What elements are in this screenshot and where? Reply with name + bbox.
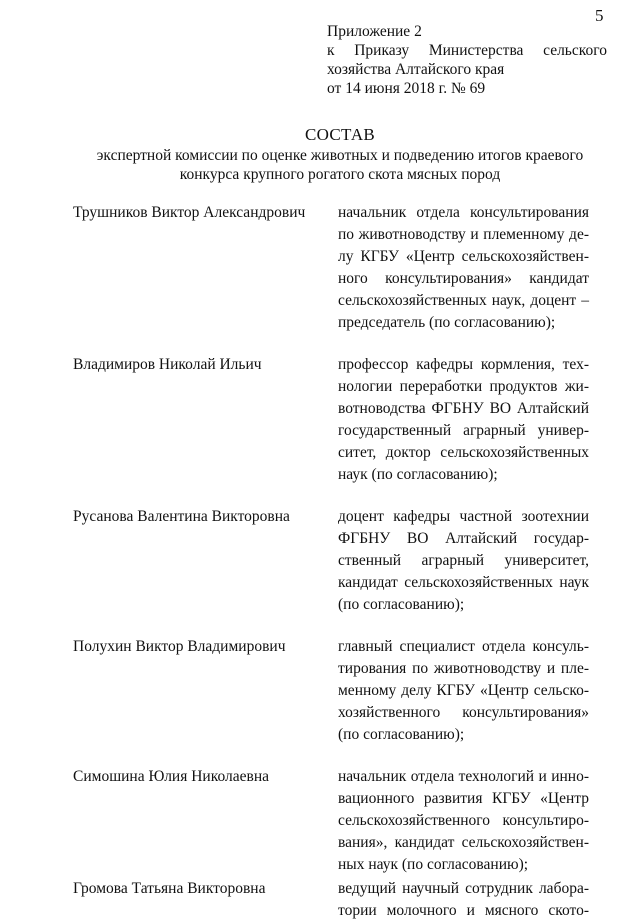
- member-role-line: профессор кафедры кормления, тех-: [338, 356, 589, 373]
- member-role-line: ситет, доктор сельскохозяйственных: [338, 444, 589, 461]
- member-role: [338, 354, 589, 486]
- member-role-line: начальник отдела технологий и инно-: [338, 768, 589, 785]
- member-row: [73, 636, 593, 746]
- members-list: [73, 202, 593, 922]
- document-subtitle-line-1: экспертной комиссии по оценке животных и подведению итогов краевого: [96, 147, 584, 164]
- member-role-line: председатель (по согласованию);: [338, 314, 556, 331]
- member-row: [73, 766, 593, 876]
- member-role-line: менному делу КГБУ «Центр сельско-: [338, 682, 589, 699]
- appendix-word: Министерства: [428, 42, 524, 59]
- member-role-line: по животноводству и племенному де-: [338, 226, 589, 243]
- member-role-line: хозяйственного консультирования»: [338, 704, 589, 721]
- member-name: Трушников Виктор Александрович: [73, 204, 306, 221]
- member-name: Полухин Виктор Владимирович: [73, 638, 286, 655]
- member-role-line: главный специалист отдела консуль-: [338, 638, 589, 655]
- member-role-line: ного консультирования» кандидат: [338, 270, 589, 287]
- member-role-line: кандидат сельскохозяйственных наук: [338, 574, 589, 591]
- member-role: [338, 202, 589, 334]
- member-row: [73, 878, 593, 922]
- member-role-line: вания», кандидат сельскохозяйствен-: [338, 834, 589, 851]
- member-row: [73, 354, 593, 486]
- member-row: [73, 202, 593, 334]
- member-role: [338, 766, 589, 876]
- member-name: Громова Татьяна Викторовна: [73, 880, 266, 897]
- member-role-line: тории молочного и мясного ското-: [338, 902, 589, 919]
- member-role-line: тирования по животноводству и пле-: [338, 660, 589, 677]
- member-role: [338, 636, 589, 746]
- member-role-line: вотноводства ФГБНУ ВО Алтайский: [338, 400, 589, 417]
- member-role-line: начальник отдела консультирования: [338, 204, 589, 221]
- member-name: Русанова Валентина Викторовна: [73, 508, 290, 525]
- member-role-line: ФГБНУ ВО Алтайский государ-: [338, 530, 589, 547]
- member-role-line: ных наук (по согласованию);: [338, 856, 529, 873]
- member-name: Владимиров Николай Ильич: [73, 356, 262, 373]
- appendix-word: Приказу: [354, 42, 410, 59]
- appendix-line-3: хозяйства Алтайского края: [327, 61, 505, 78]
- member-role-line: ведущий научный сотрудник лабора-: [338, 880, 589, 897]
- member-role-line: доцент кафедры частной зоотехнии: [338, 508, 589, 525]
- member-name: Симошина Юлия Николаевна: [73, 768, 269, 785]
- member-role-line: (по согласованию);: [338, 726, 465, 743]
- appendix-block: [327, 22, 607, 98]
- appendix-line-2: [327, 41, 607, 60]
- member-role: [338, 878, 589, 922]
- member-role-line: сельскохозяйственного консультиро-: [338, 812, 589, 829]
- document-subtitle-line-2: конкурса крупного рогатого скота мясных пород: [179, 166, 501, 183]
- member-row: [73, 506, 593, 616]
- appendix-line-4: от 14 июня 2018 г. № 69: [327, 80, 486, 97]
- member-role-line: ственный аграрный университет,: [338, 552, 589, 569]
- member-role-line: нологии переработки продуктов жи-: [338, 378, 589, 395]
- member-role-line: сельскохозяйственных наук, доцент –: [338, 292, 589, 309]
- member-role-line: (по согласованию);: [338, 596, 465, 613]
- appendix-word: к: [327, 42, 335, 59]
- document-title: СОСТАВ: [304, 125, 376, 144]
- appendix-line-1: Приложение 2: [327, 23, 422, 40]
- member-role-line: государственный аграрный универ-: [338, 422, 589, 439]
- member-role-line: вационного развития КГБУ «Центр: [338, 790, 589, 807]
- document-heading: [60, 124, 620, 184]
- member-role: [338, 506, 589, 616]
- page-number: 5: [595, 6, 604, 25]
- appendix-word: сельского: [543, 42, 607, 59]
- member-role-line: лу КГБУ «Центр сельскохозяйствен-: [338, 248, 589, 265]
- member-role-line: наук (по согласованию);: [338, 466, 498, 483]
